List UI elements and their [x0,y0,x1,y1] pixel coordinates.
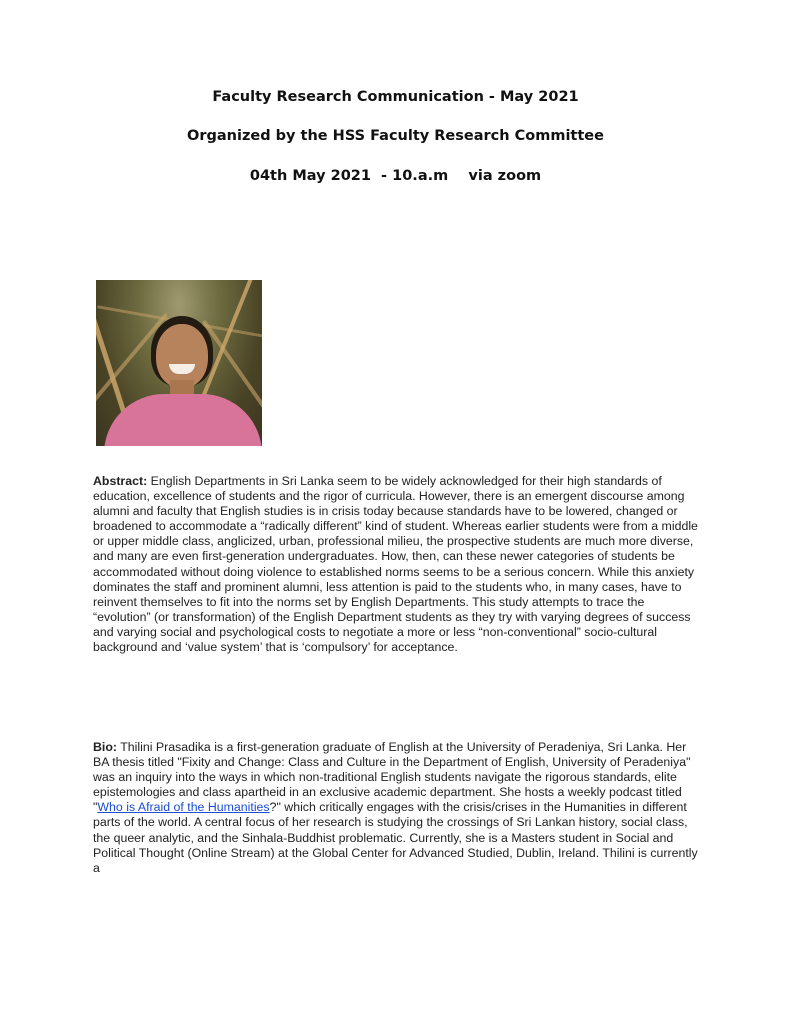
podcast-link[interactable]: Who is Afraid of the Humanities [97,800,270,815]
bio-text-start: Thilini Prasadika is a first-generation graduate of English at the University of Peradeniya, Sri Lanka. Her BA thesis titled "Fixity and Change: Class and Culture in the Department of English, University of Peradeniya" was an inquiry into the ways in which non-traditional English students navigate the rigorous standards, elite epistemologies and class apartheid in an exclusive academic department. She hosts a weekly podcast titled " [93,740,691,815]
page-title: Faculty Research Communication - May 2021 [212,89,579,105]
bio-label: Bio: [93,740,117,754]
event-datetime: 04th May 2021 - 10.a.m via zoom [249,168,542,184]
organizer-line: Organized by the HSS Faculty Research Committee [187,127,604,144]
bio-paragraph [93,740,703,876]
abstract-label: Abstract: [93,474,148,488]
abstract-text: English Departments in Sri Lanka seem to be widely acknowledged for their high standards of education, excellence of students and the rigor of curricula. However, there is an emergent discourse among alumni and faculty that English studies is in crisis today because standards have to be lowered, changed or broadened to accommodate a “radically different” kind of student. Whereas earlier students were from a middle or upper middle class, anglicized, urban, professional milieu, the prospective students are much more diverse, and many are even first-generation undergraduates. How, then, can these newer categories of students be accommodated without doing violence to established norms seems to be a serious concern. While this anxiety dominates the staff and prominent alumni, less attention is paid to the students who, in many cases, have to reinvent themselves to fit into the norms set by English Departments. This study attempts to trace the “evolution” (or transformation) of the English Department students as they try with varying degrees of success and varying social and psychological costs to negotiate a more or less “non-conventional” socio-cultural background and ‘value system’ that is ‘compulsory’ for acceptance. [93,474,698,655]
speaker-photo [96,280,262,446]
abstract-paragraph [93,474,703,655]
bio-text-end: ?" which critically engages with the crisis/crises in the Humanities in different parts of the world. A central focus of her research is studying the crossings of Sri Lankan history, social class, the queer analytic, and the Sinhala-Buddhist problematic. Currently, she is a Masters student in Social and Political Thought (Online Stream) at the Global Center for Advanced Studied, Dublin, Ireland. Thilini is currently a [93,800,698,875]
document-header [0,90,791,184]
